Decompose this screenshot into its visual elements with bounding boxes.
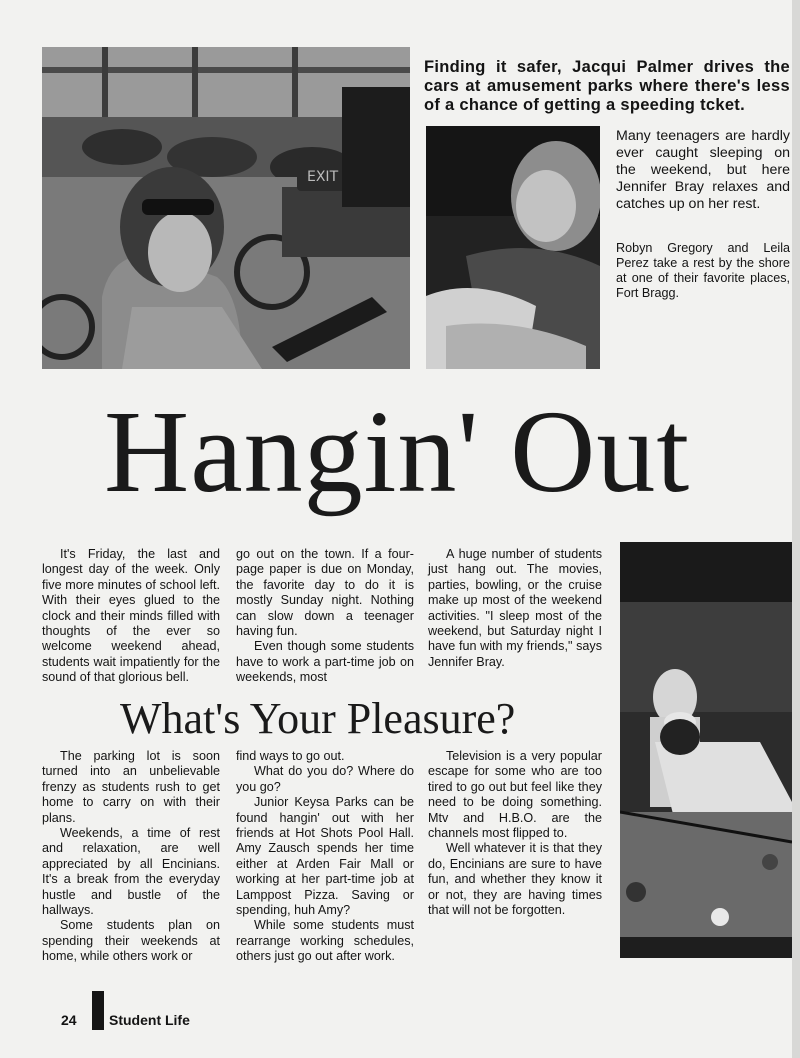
story-column-3 bbox=[428, 547, 602, 670]
photo-amusement-park bbox=[42, 47, 410, 369]
paragraph: Junior Keysa Parks can be found hangin' out with her friends at Hot Shots Pool Hall. Amy Zausch spends her time either at Arden Fair Mall or working at her part-time job at Lamppost Pizza. Saving or spending, huh Amy? bbox=[236, 795, 414, 918]
paragraph: Some students plan on spending their weekends at home, while others work or bbox=[42, 918, 220, 964]
paragraph: It's Friday, the last and longest day of the week. Only five more minutes of school left. With their eyes glued to the clock and their minds filled with thoughts of the ever so welcome weekend ahead, students wait impatiently for the sound of that glorious bell. bbox=[42, 547, 220, 685]
paragraph: go out on the town. If a four-page paper is due on Monday, the favorite day to do it is mostly Sunday night. Nothing can slow down a teenager having fun. bbox=[236, 547, 414, 639]
story-column-1 bbox=[42, 547, 220, 686]
story-column-4 bbox=[42, 749, 220, 965]
section-subhead: What's Your Pleasure? bbox=[120, 694, 516, 743]
paragraph: Weekends, a time of rest and relaxation, are well appreciated by all Encinians. It's a break from the everyday hustle and bustle of the hallways. bbox=[42, 826, 220, 918]
paragraph: find ways to go out. bbox=[236, 749, 345, 763]
caption-fort-bragg: Robyn Gregory and Leila Perez take a rest by the shore at one of their favorite places, Fort Bragg. bbox=[616, 241, 790, 300]
photo-sleeping bbox=[426, 126, 600, 369]
story-column-2 bbox=[236, 547, 414, 686]
paragraph: While some students must rearrange working schedules, others just go out after work. bbox=[236, 918, 414, 964]
page-headline: Hangin' Out bbox=[104, 386, 691, 517]
caption-amusement-park: Finding it safer, Jacqui Palmer drives the cars at amusement parks where there's less of a chance of getting a speeding tcket. bbox=[424, 58, 790, 114]
page-edge bbox=[792, 0, 800, 1058]
paragraph: Even though some students have to work a part-time job on weekends, most bbox=[236, 639, 414, 685]
paragraph: Well whatever it is that they do, Encinians are sure to have fun, and whether they know it or not, they are having times that will not be forgotten. bbox=[428, 841, 602, 918]
caption-sleeping: Many teenagers are hardly ever caught sleeping on the weekend, but here Jennifer Bray relaxes and catches up on her rest. bbox=[616, 128, 790, 212]
section-label: Student Life bbox=[109, 1012, 190, 1028]
paragraph: What do you do? Where do you go? bbox=[236, 764, 414, 794]
story-column-5 bbox=[236, 749, 414, 965]
story-column-6 bbox=[428, 749, 602, 918]
folio-bar bbox=[92, 991, 104, 1030]
paragraph: A huge number of students just hang out. The movies, parties, bowling, or the cruise make up most of the weekend activities. "I sleep most of the weekend, but Saturday night I have fun with my friends," says Jennifer Bray. bbox=[428, 547, 602, 669]
page-number: 24 bbox=[61, 1012, 77, 1028]
exit-sign-text: EXIT bbox=[307, 169, 339, 185]
paragraph: Television is a very popular escape for some who are too tired to go out but feel like they need to be doing something. Mtv and H.B.O. are the channels most flipped to. bbox=[428, 749, 602, 841]
paragraph: The parking lot is soon turned into an unbelievable frenzy as students rush to get home to carry on with their plans. bbox=[42, 749, 220, 825]
photo-pool-hall bbox=[620, 542, 792, 958]
